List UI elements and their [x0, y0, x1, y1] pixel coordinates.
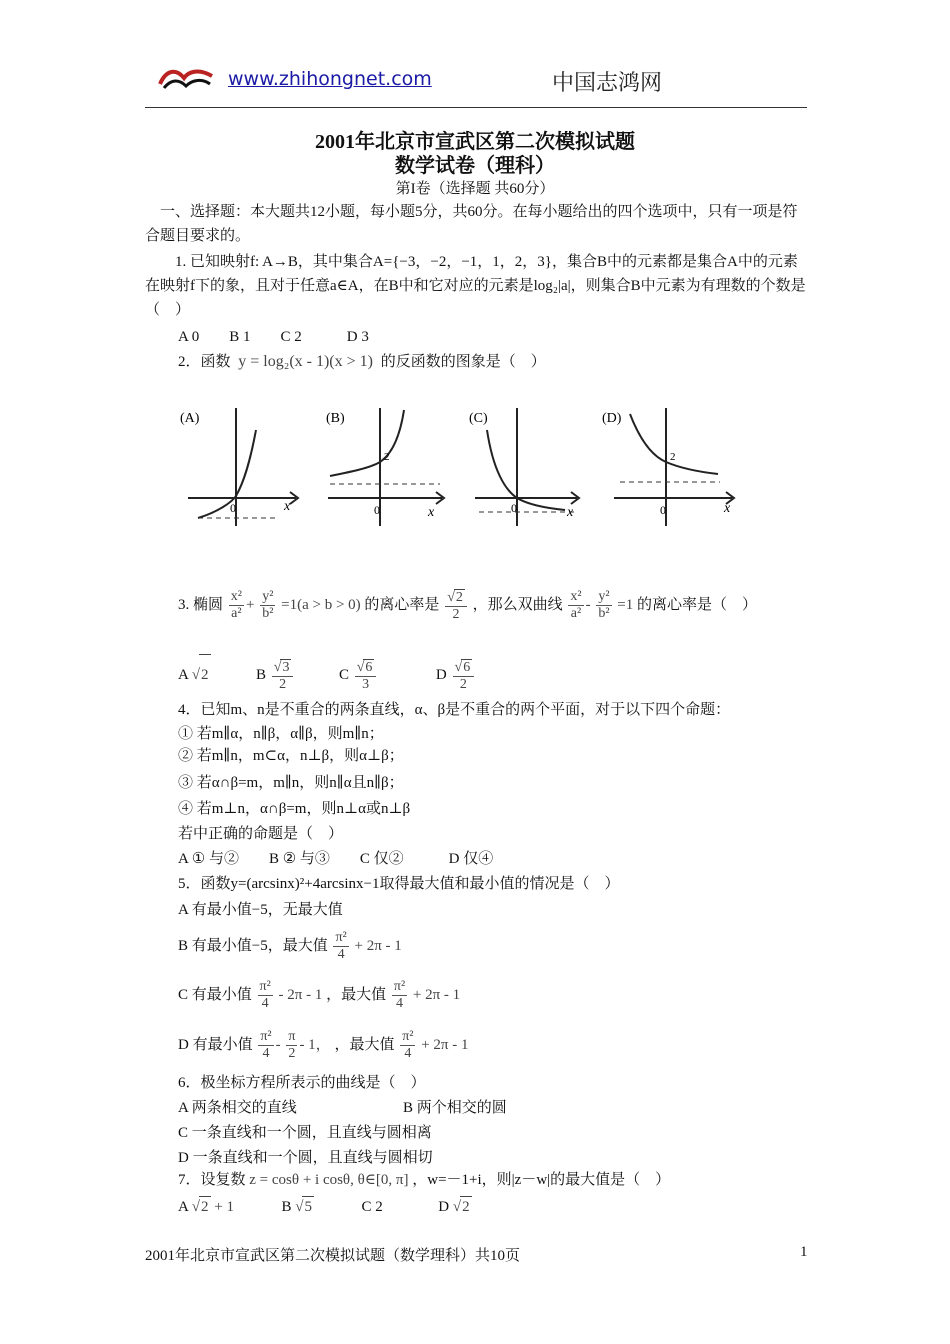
q6-option-a: A 两条相交的直线	[178, 1100, 297, 1116]
svg-text:0: 0	[511, 501, 517, 515]
site-url-link[interactable]: www.zhihongnet.com	[228, 68, 432, 90]
svg-text:x: x	[567, 505, 574, 520]
q5-c-tail-1: - 2π - 1	[278, 987, 323, 1003]
q7-formula: z = cosθ + i cosθ, θ∈[0, π]	[249, 1172, 409, 1188]
q7-option-d: D	[438, 1199, 450, 1215]
q3-option-a: A	[178, 667, 189, 683]
proposition-3: ③ 若α∩β=m，m∥n，则n∥α且n∥β；	[178, 775, 404, 791]
q3-middle2: ，那么双曲线	[472, 597, 563, 613]
graph-d	[600, 400, 740, 530]
q3-option-b: B	[256, 667, 267, 683]
q6-option-c: C 一条直线和一个圆，且直线与圆相离	[178, 1125, 432, 1141]
q5-c-text: C 有最小值	[178, 987, 252, 1003]
q3-hyperbola-eq: =1	[617, 597, 634, 613]
q5-option-c: C 有最小值 $\frac{\text{π²}}{4}$ - 2π - 1 ，最大值 $\frac{\text{π²}}{4}$ + 2π - 1	[178, 979, 461, 1012]
q6-option-d: D 一条直线和一个圆，且直线与圆相切	[178, 1150, 433, 1166]
proposition-2: ② 若m∥n，m⊂α，n⊥β，则α⊥β；	[178, 748, 404, 764]
q3-suffix: 的离心率是（ ）	[637, 597, 758, 613]
svg-text:2: 2	[670, 451, 676, 463]
q5-c-tail-2: + 2π - 1	[412, 987, 461, 1003]
q7-option-a: A	[178, 1199, 189, 1215]
question-1-options: A 0 B 1 C 2 D 3	[178, 329, 369, 345]
page-number: 1	[800, 1244, 808, 1260]
footer-text: 2001年北京市宣武区第二次模拟试题（数学理科）共10页	[145, 1248, 521, 1264]
q5-b-tail: + 2π - 1	[354, 938, 402, 954]
svg-text:x: x	[284, 499, 291, 514]
q7-suffix: ，w=－1+i，则|z－w|的最大值是（ ）	[412, 1172, 671, 1188]
question-6-stem: 6．极坐标方程所表示的曲线是（ ）	[178, 1075, 426, 1091]
svg-text:x: x	[428, 505, 435, 520]
q6-option-b: B 两个相交的圆	[403, 1100, 507, 1116]
fraction-x2-a2: $\frac{\text{x²}}{\text{a²}}$	[230, 589, 242, 622]
q2-prefix: 2．函数	[178, 354, 231, 370]
fraction-sqrt2-2: $\frac{√2}{2}$	[445, 589, 467, 623]
graph-b-label: (B)	[326, 411, 345, 426]
svg-text:0: 0	[660, 503, 666, 517]
q5-c-mid: ，最大值	[326, 987, 387, 1003]
graph-d-label: (D)	[602, 411, 622, 426]
q3-option-c: C	[338, 667, 349, 683]
q3-option-d: D	[435, 667, 447, 683]
svg-text:2: 2	[384, 451, 390, 463]
q2-suffix: 的反函数的图象是（ ）	[380, 354, 546, 370]
question-2	[178, 352, 546, 372]
q7-prefix: 7．设复数	[178, 1172, 246, 1188]
question-4-ask: 若中正确的命题是（ ）	[178, 826, 344, 842]
q5-b-text: B 有最小值−5，最大值	[178, 938, 328, 954]
q3-ellipse-condition: =1(a > b > 0)	[281, 597, 361, 613]
question-4-options: A ① 与② B ② 与③ C 仅② D 仅④	[178, 851, 494, 867]
graph-b	[320, 400, 460, 530]
page-subtitle: 数学试卷（理科）	[395, 155, 555, 177]
question-5-stem: 5．函数y=(arcsinx)²+4arcsinx−1取得最大值和最小值的情况是（ ）	[178, 876, 620, 892]
q5-d-tail: + 2π - 1	[421, 1037, 469, 1053]
site-logo	[158, 64, 214, 92]
question-1: 1. 已知映射f: A→B，其中集合A={−3，−2，−1，1，2，3}，集合B中的元素都是集合A中的元素在映射f下的象，且对于任意a∈A，在B中和它对应的元素是log₂|a|，则集合B中元素为有理数的个数是（ ）	[145, 254, 806, 318]
header-divider	[145, 107, 807, 108]
q7-option-c: C 2	[361, 1199, 383, 1215]
svg-text:0: 0	[374, 503, 380, 517]
instructions: 一、选择题：本大题共12小题，每小题5分，共60分。在每小题给出的四个选项中，只有一项是符合题目要求的。	[145, 204, 798, 244]
question-4-stem: 4．已知m、n是不重合的两条直线，α、β是不重合的两个平面，对于以下四个命题：	[178, 702, 731, 718]
q3-middle: 的离心率是	[364, 597, 440, 613]
svg-text:x: x	[724, 501, 731, 516]
page-title: 2001年北京市宣武区第二次模拟试题	[315, 131, 635, 153]
section-heading: 第I卷（选择题 共60分）	[395, 181, 555, 197]
question-3: 3. 椭圆 $\frac{\text{x²}}{\text{a²}}$ + $\frac{\text{y²}}{\text{b²}}$ =1(a > b > 0) 的离心率是 $\frac{√2}{2}$ ，那么双曲线 $\frac{\text{x²}}{\text{a²}}$ - $\frac{\text{y²}}{\text{b²}}$ =1 的离心率是（ ）	[178, 589, 758, 622]
fraction-hyp-x2-a2: $\frac{\text{x²}}{\text{a²}}$	[570, 589, 582, 622]
question-7-options: A √2 + 1 B √5 C 2 D √2	[178, 1196, 472, 1217]
q5-d-text: D 有最小值	[178, 1037, 253, 1053]
q5-option-d: D 有最小值 $\frac{\text{π²}}{4}$ - $\frac{\pi}{2}$ - 1， ，最大值 $\frac{\text{π²}}{4}$ + 2π - 1	[178, 1029, 469, 1062]
fraction-y2-b2: $\frac{\text{y²}}{\text{b²}}$	[262, 589, 274, 622]
fraction-hyp-y2-b2: $\frac{\text{y²}}{\text{b²}}$	[598, 589, 610, 622]
q3-prefix: 3. 椭圆	[178, 597, 224, 613]
proposition-1: ① 若m∥α，n∥β，α∥β，则m∥n；	[178, 726, 384, 742]
svg-text:0: 0	[230, 501, 236, 515]
proposition-4: ④ 若m⊥n，α∩β=m，则n⊥α或n⊥β	[178, 801, 411, 817]
q5-option-a: A 有最小值−5，无最大值	[178, 902, 343, 918]
graph-a	[178, 400, 318, 530]
question-7	[178, 1170, 670, 1190]
q5-d-mid: ，最大值	[334, 1037, 395, 1053]
graph-c-label: (C)	[469, 411, 488, 426]
graph-a-label: (A)	[180, 411, 200, 426]
q2-formula: y = log₂(x - 1)(x > 1)	[238, 353, 373, 370]
q7-option-b: B	[281, 1199, 292, 1215]
graph-c	[465, 400, 605, 530]
question-3-options: A √2 B $\frac{√3}{2}$ C $\frac{√6}{3}$ D $\frac{√6}{2}$	[178, 654, 476, 695]
q5-option-b: B 有最小值−5，最大值 $\frac{\text{π²}}{4}$ + 2π - 1	[178, 930, 402, 963]
site-name: 中国志鸿网	[552, 71, 663, 96]
